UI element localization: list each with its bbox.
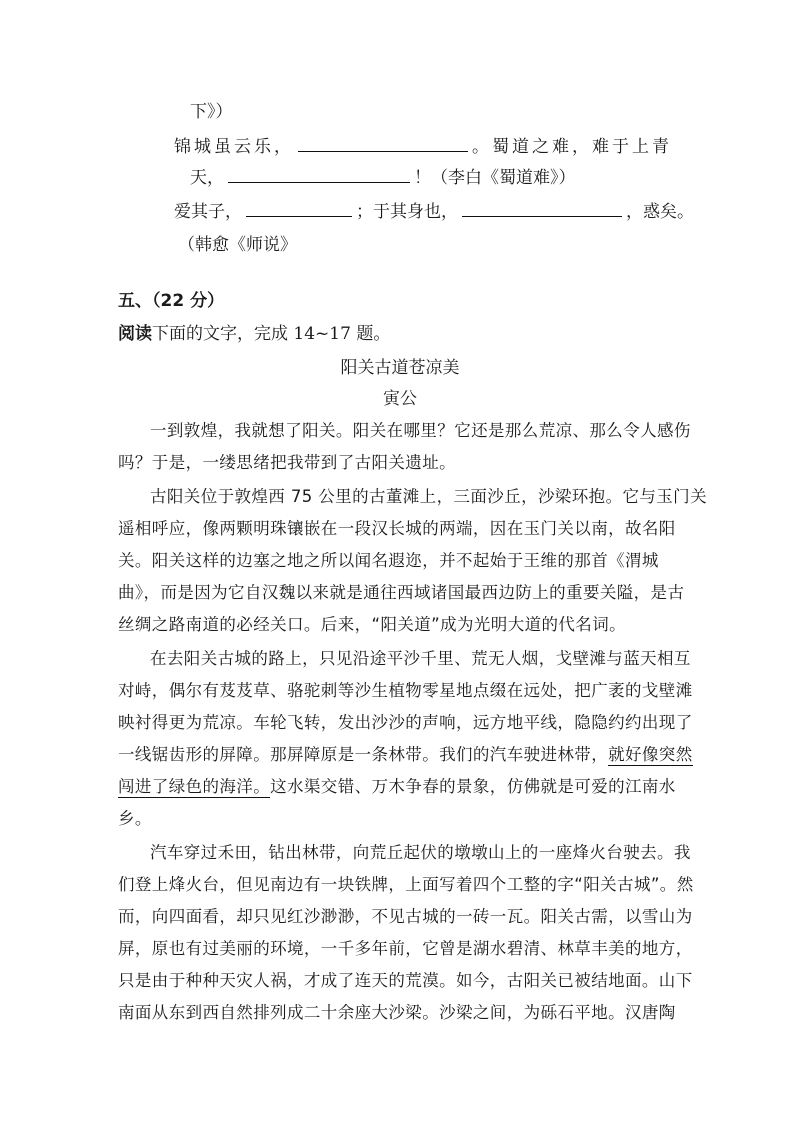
poem-fragment: ；于其身也，	[356, 202, 458, 222]
poem-source: （韩愈《师说》	[178, 235, 297, 255]
article-text: 遥相呼应，像两颗明珠镶嵌在一段汉长城的两端，因在玉门关以南，故名阳	[118, 519, 676, 538]
article-line	[118, 873, 694, 897]
article-author	[0, 387, 800, 411]
article-text: 汽车穿过禾田，钻出林带，向荒丘起伏的墩墩山上的一座烽火台驶去。我	[150, 843, 691, 862]
article-text: 只是由于种种天灾人祸，才成了连天的荒漠。如今，古阳关已被结地面。山下	[118, 971, 693, 990]
poem-line-0	[190, 100, 233, 124]
poem-fragment: 锦城虽云乐，	[174, 137, 294, 157]
poem-fragment: ，惑矣。	[626, 202, 694, 222]
poem-line-2	[190, 166, 576, 190]
fill-blank-2[interactable]	[228, 166, 410, 183]
article-text: 一线锯齿形的屏障。那屏障原是一条林带。我们的汽车驶进林带，	[118, 745, 609, 764]
article-line	[118, 969, 693, 993]
article-text: 关。阳关这样的边塞之地之所以闻名遐迩，并不起始于王维的那首《渭城	[118, 551, 659, 570]
article-text: 曲》，而是因为它自汉魏以来就是通往西域诸国最西边防上的重要关隘，是古	[118, 583, 685, 602]
article-line	[118, 743, 693, 767]
section-title: 五、（22 分）	[118, 291, 225, 311]
article-line	[118, 679, 693, 703]
article-text: 而，向四面看，却只见红沙渺渺，不见古城的一砖一瓦。阳关古需，以雪山为	[118, 907, 693, 926]
article-text: 屏，原也有过美丽的环境，一千多年前，它曾是湖水碧清、林草丰美的地方，	[118, 939, 693, 958]
poem-fragment: 下》）	[190, 102, 233, 122]
article-line	[150, 485, 707, 509]
article-text: 一到敦煌，我就想了阳关。阳关在哪里？它还是那么荒凉、那么令人感伤	[150, 421, 691, 440]
poem-fragment: ！（李白《蜀道难》）	[414, 168, 576, 188]
article-text: 古阳关位于敦煌西 75 公里的古董滩上，三面沙丘，沙梁环抱。它与玉门关	[150, 487, 707, 506]
article-text: 乡。	[118, 809, 152, 828]
article-line	[118, 937, 693, 961]
poem-line-3	[174, 200, 694, 224]
poem-fragment: 天，	[190, 168, 224, 188]
article-line	[118, 451, 456, 475]
article-line	[118, 613, 626, 637]
article-line	[118, 711, 693, 735]
article-text: 丝绸之路南道的必经关口。后来，“阳关道”成为光明大道的代名词。	[118, 615, 626, 634]
article-line	[118, 807, 152, 831]
article-text: 吗？于是，一缕思绪把我带到了古阳关遗址。	[118, 453, 456, 472]
article-line	[118, 549, 659, 573]
fill-blank-1[interactable]	[298, 135, 468, 152]
section-heading	[118, 289, 224, 313]
underlined-phrase: 就好像突然	[608, 745, 693, 764]
article-line	[118, 775, 676, 799]
poem-line-4	[178, 233, 297, 257]
article-text: 这水渠交错、万木争春的景象，仿佛就是可爱的江南水	[270, 777, 676, 796]
fill-blank-3[interactable]	[246, 200, 352, 217]
article-line	[118, 1001, 676, 1025]
article-line	[118, 581, 684, 605]
poem-fragment: 爱其子，	[174, 202, 242, 222]
poem-fragment: 。蜀道之难，难于上青	[472, 137, 672, 157]
article-line	[118, 517, 676, 541]
article-line	[150, 647, 691, 671]
section-instruction	[118, 322, 390, 346]
underlined-phrase: 闯进了绿色的海洋。	[118, 777, 271, 796]
article-text: 们登上烽火台，但见南边有一块铁牌，上面写着四个工整的字“阳关古城”。然	[118, 875, 694, 894]
article-title-text: 阳关古道苍凉美	[340, 358, 460, 378]
article-title	[0, 356, 800, 380]
article-line	[118, 905, 693, 929]
article-text: 对峙，偶尔有芨芨草、骆驼刺等沙生植物零星地点缀在远处，把广袤的戈壁滩	[118, 681, 693, 700]
fill-blank-4[interactable]	[462, 200, 622, 217]
article-author-text: 寅公	[383, 389, 417, 409]
article-text: 南面从东到西自然排列成二十余座大沙梁。沙梁之间，为砾石平地。汉唐陶	[118, 1003, 676, 1022]
article-line	[150, 419, 691, 443]
poem-line-1	[174, 135, 672, 159]
instruction-bold: 阅读	[118, 324, 152, 344]
instruction-text: 下面的文字，完成 14~17 题。	[152, 324, 391, 344]
article-text: 在去阳关古城的路上，只见沿途平沙千里、荒无人烟，戈壁滩与蓝天相互	[150, 649, 691, 668]
article-line	[150, 841, 691, 865]
article-text: 映衬得更为荒凉。车轮飞转，发出沙沙的声响，远方地平线，隐隐约约出现了	[118, 713, 693, 732]
